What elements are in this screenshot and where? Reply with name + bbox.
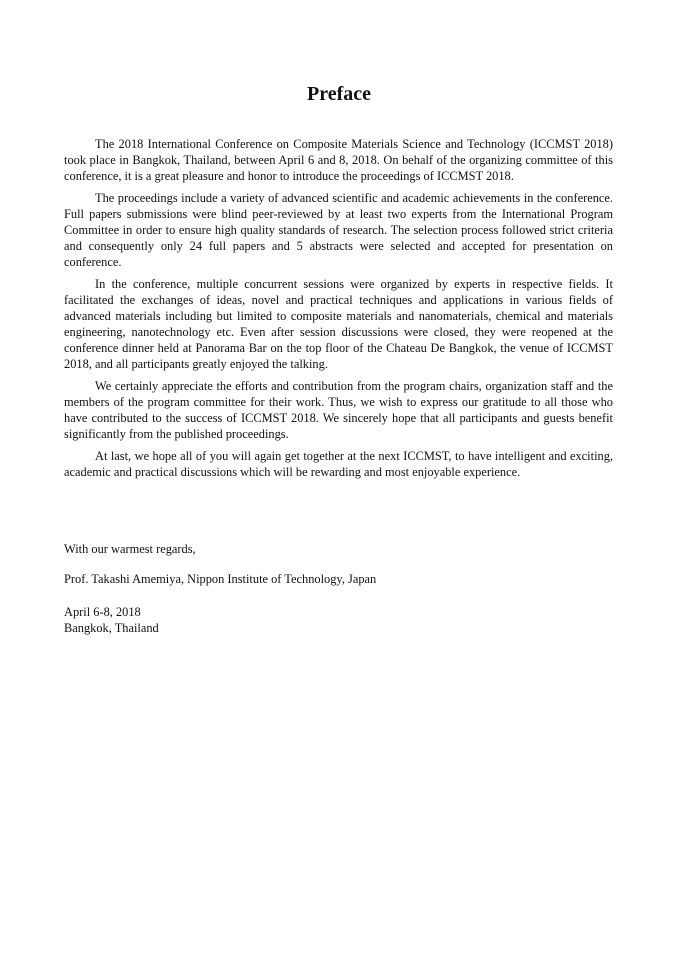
place-text: Bangkok, Thailand (64, 621, 159, 635)
paragraph-sessions: In the conference, multiple concurrent sessions were organized by experts in respective fields. It facilitated the exchanges of ideas, novel and practical techniques and applications in various fields of advanced materials including but limited to composite materials and nanomaterials, chemical and materials engineering, nanotechnology etc. Even after session discussions were closed, they were reopened at the conference dinner held at Panorama Bar on the top floor of the Chateau De Bangkok, the venue of ICCMST 2018, and all participants greatly enjoyed the talking. (64, 277, 613, 371)
closing-signature (64, 571, 613, 587)
regards-text: With our warmest regards, (64, 542, 196, 556)
paragraph-intro: The 2018 International Conference on Composite Materials Science and Technology (ICCMST 2018) took place in Bangkok, Thailand, between April 6 and 8, 2018. On behalf of the organizing committee of this conference, it is a great pleasure and honor to introduce the proceedings of ICCMST 2018. (64, 137, 613, 183)
closing-date-place (64, 604, 613, 636)
paragraph-proceedings: The proceedings include a variety of advanced scientific and academic achievements in the conference. Full papers submissions were blind peer-reviewed by at least two experts from the International Program Committee in order to ensure high quality standards of research. The selection process followed strict criteria and consequently only 24 full papers and 5 abstracts were selected and accepted for presentation on conference. (64, 191, 613, 269)
paragraph-conclusion: At last, we hope all of you will again get together at the next ICCMST, to have intelligent and exciting, academic and practical discussions which will be rewarding and most enjoyable experience. (64, 449, 613, 479)
page-title: Preface (306, 83, 372, 105)
signature-text: Prof. Takashi Amemiya, Nippon Institute of Technology, Japan (64, 572, 377, 586)
date-text: April 6-8, 2018 (64, 605, 141, 619)
preface-body (64, 136, 613, 486)
closing-regards (64, 541, 613, 557)
paragraph-acknowledgements: We certainly appreciate the efforts and contribution from the program chairs, organization staff and the members of the program committee for their work. Thus, we wish to express our gratitude to all those who have contributed to the success of ICCMST 2018. We sincerely hope that all participants and guests benefit significantly from the published proceedings. (64, 379, 613, 441)
